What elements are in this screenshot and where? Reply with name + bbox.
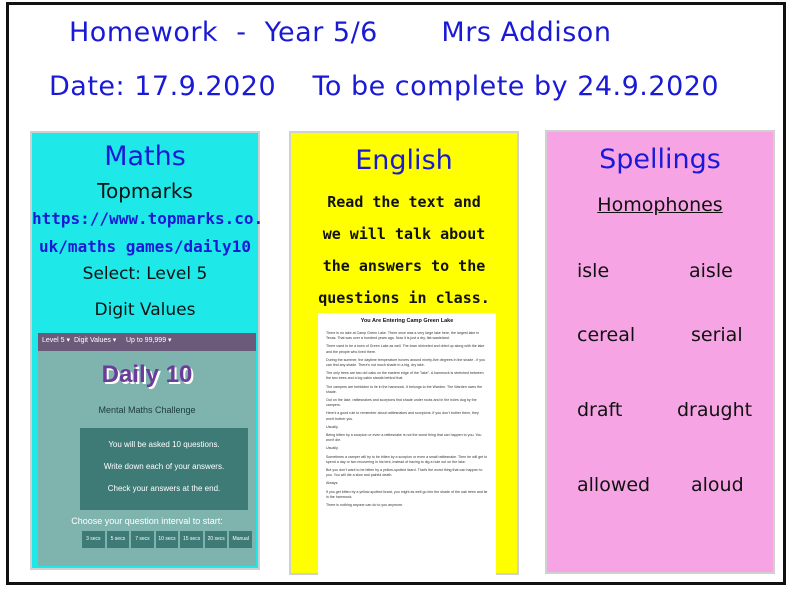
english-instruction-line: we will talk about: [322, 225, 486, 243]
reading-title: You Are Entering Camp Green Lake: [360, 318, 454, 324]
spelling-word: aisle: [689, 260, 733, 282]
reading-paragraph: During the summer, the daytime temperature hovers around ninety-five degrees in the shade - if you can find any shade. There's not much shade in a big, dry lake.: [326, 357, 486, 368]
spelling-word: draft: [577, 399, 623, 421]
reading-paragraph: Usually.: [326, 424, 339, 429]
english-instruction-line: the answers to the: [322, 257, 486, 275]
spelling-word: allowed: [577, 474, 651, 496]
reading-paragraph: Sometimes a camper will try to be bitten by a scorpion or even a small rattlesnake. Then he will get to spend a day or two recovering in his tent, instead of having to dig a hole out on the lake.: [326, 454, 488, 464]
interval-20s: 20 secs: [205, 531, 228, 548]
daily10-menu-bar: [38, 333, 256, 351]
daily10-choose-label: Choose your question interval to start:: [71, 516, 223, 526]
reading-paragraph: The campers are forbidden to lie in the hammock. It belongs to the Warden. The Warden owns the shade.: [326, 384, 483, 394]
reading-body: [326, 331, 488, 511]
maths-link-line2[interactable]: uk/maths games/daily10: [39, 237, 251, 256]
interval-5s: 5 secs: [107, 531, 130, 548]
instruction-line: You will be asked 10 questions.: [108, 440, 220, 449]
english-instruction-line: Read the text and: [327, 193, 481, 211]
daily10-subtitle: Mental Maths Challenge: [98, 405, 196, 415]
reading-paragraph: Out on the lake, rattlesnakes and scorpions find shade under rocks and in the holes dug by the campers.: [326, 398, 477, 408]
interval-3s: 3 secs: [82, 531, 105, 548]
spellings-title: Spellings: [599, 144, 721, 175]
reading-paragraph: Always.: [326, 481, 339, 486]
spellings-subtitle: Homophones: [597, 194, 723, 216]
interval-7s: 7 secs: [131, 531, 154, 548]
spelling-word: isle: [577, 260, 610, 282]
reading-paragraph: Usually.: [326, 446, 339, 451]
reading-paragraph: There is nothing anyone can do to you anymore.: [326, 503, 404, 508]
reading-text: [318, 313, 496, 575]
header-dates: Date: 17.9.2020 To be complete by 24.9.2020: [49, 71, 720, 102]
english-panel: [289, 131, 519, 575]
interval-10s: 10 secs: [156, 531, 179, 548]
interval-manual: Manual: [229, 531, 252, 548]
reading-paragraph: The only trees are two old oaks on the eastern edge of the "lake". A hammock is stretched between the two trees and a log cabin stands behind that.: [326, 371, 484, 381]
reading-paragraph: There is no lake at Camp Green Lake. There once was a very large lake here, the largest lake in Texas. That was over a hundred years ago. Now it is just a dry, flat wasteland.: [326, 331, 480, 341]
spellings-panel: [545, 130, 775, 574]
daily10-instructions: [80, 428, 248, 510]
maths-panel: [30, 131, 264, 570]
reading-paragraph: There used to be a town of Green Lake as well. The town shriveled and dried up along with the lake and the people who lived there.: [326, 344, 485, 354]
english-instruction-line: questions in class.: [318, 289, 490, 307]
daily10-logo: Daily 10: [101, 361, 193, 388]
menu-level: Level 5 ▾: [42, 337, 71, 344]
spelling-word: cereal: [577, 324, 636, 346]
maths-title: Maths: [104, 141, 186, 172]
spelling-word: aloud: [691, 474, 744, 496]
reading-paragraph: But you don't want to be bitten by a yellow-spotted lizard. That's the worst thing that can happen to you. You will die a slow and painful death.: [326, 468, 483, 478]
reading-paragraph: If you get bitten by a yellow-spotted lizard, you might as well go into the shade of the oak trees and lie in the hammock.: [326, 489, 488, 499]
menu-range: Up to 99,999 ▾: [126, 337, 172, 344]
header-title: Homework - Year 5/6 Mrs Addison: [69, 17, 612, 48]
daily10-screenshot: [38, 333, 256, 566]
reading-paragraph: Being bitten by a scorpion or even a rattlesnake is not the worst thing that can happen to you. You won't die.: [326, 433, 482, 443]
reading-paragraph: Here's a good rule to remember about rattlesnakes and scorpions: If you don't bother them, they won't bother you.: [326, 411, 479, 421]
maths-site: Topmarks: [97, 179, 193, 203]
daily10-interval-buttons: [82, 531, 252, 548]
maths-select: Select: Level 5: [82, 264, 208, 284]
spelling-word: serial: [691, 324, 743, 346]
maths-topic: Digit Values: [94, 300, 196, 320]
menu-topic: Digit Values ▾: [74, 337, 117, 344]
maths-link-line1[interactable]: https://www.topmarks.co.: [32, 209, 264, 228]
interval-15s: 15 secs: [180, 531, 203, 548]
instruction-line: Check your answers at the end.: [107, 484, 221, 493]
spelling-word: draught: [677, 399, 753, 421]
english-title: English: [355, 145, 453, 176]
instruction-line: Write down each of your answers.: [103, 462, 225, 471]
